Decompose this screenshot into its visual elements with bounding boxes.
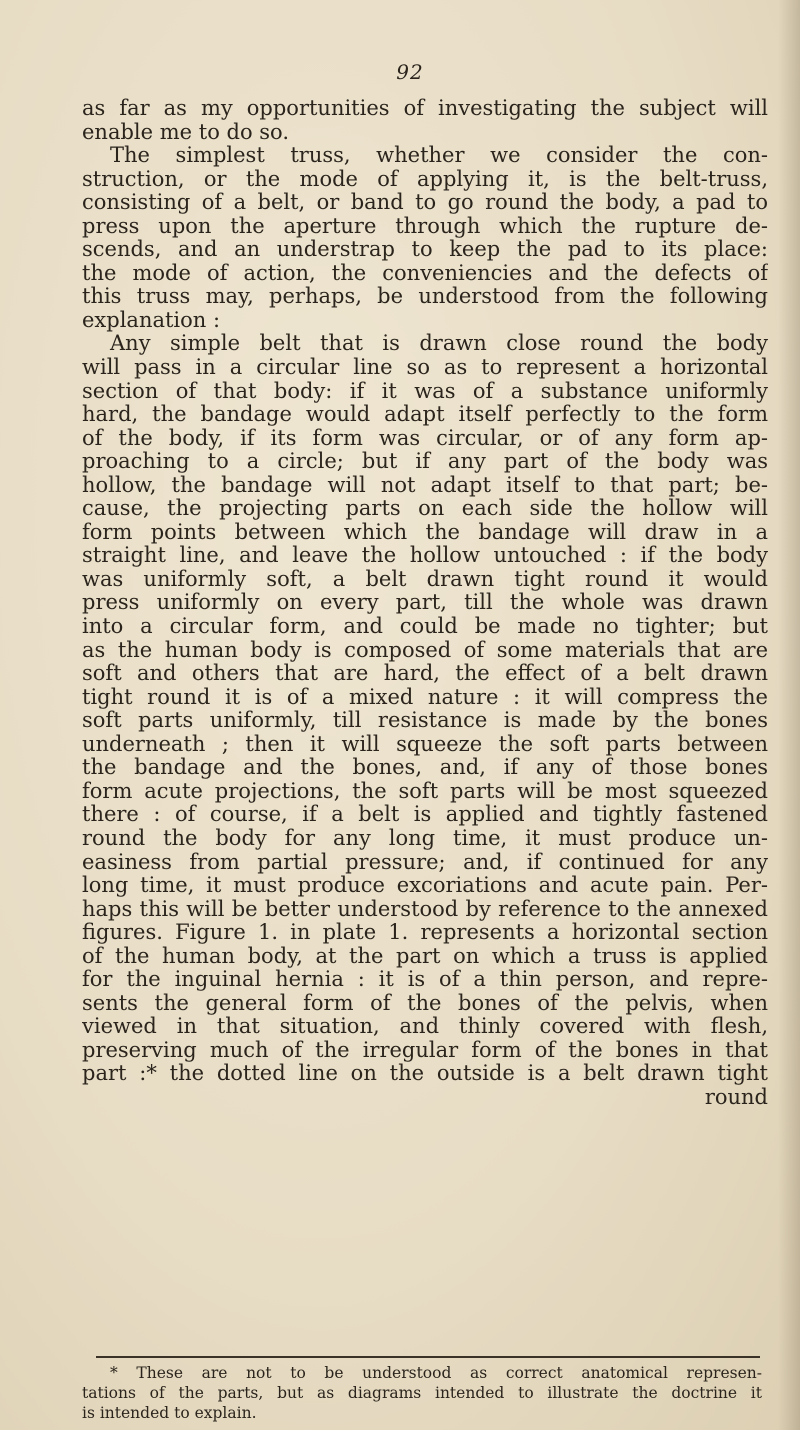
text-line: section of that body: if it was of a substance uniformly — [82, 379, 768, 403]
text-line: The simplest truss, whether we consider the con- — [110, 144, 768, 168]
text-line: was uniformly soft, a belt drawn tight round it would — [82, 567, 768, 591]
footnote-line: is intended to explain. — [82, 1404, 257, 1422]
text-line: soft and others that are hard, the effect of a belt drawn — [82, 662, 768, 686]
page-number: 92 — [396, 60, 424, 84]
text-line: explanation : — [82, 308, 221, 332]
catchword: round — [704, 1085, 768, 1109]
text-line: press uniformly on every part, till the whole was drawn — [82, 591, 768, 615]
text-line: round the body for any long time, it must produce un- — [82, 826, 768, 850]
text-line: hollow, the bandage will not adapt itself to that part; be- — [82, 473, 768, 497]
text-line: the mode of action, the conveniencies and the defects of — [82, 261, 768, 285]
text-line: this truss may, perhaps, be understood from the following — [82, 285, 768, 309]
text-line: preserving much of the irregular form of the bones in that — [82, 1038, 768, 1062]
footnote-line: tations of the parts, but as diagrams intended to illustrate the doctrine it — [82, 1384, 762, 1402]
text-line: form acute projections, the soft parts will be most squeezed — [82, 779, 768, 803]
text-line: form points between which the bandage will draw in a — [82, 520, 768, 544]
text-line: underneath ; then it will squeeze the soft parts between — [82, 732, 768, 756]
text-line: enable me to do so. — [82, 120, 289, 144]
text-line: of the body, if its form was circular, or of any form ap- — [82, 426, 768, 450]
text-line: there : of course, if a belt is applied and tightly fastened — [82, 803, 768, 827]
text-line: will pass in a circular line so as to represent a horizontal — [82, 356, 768, 380]
text-line: hard, the bandage would adapt itself perfectly to the form — [82, 403, 768, 427]
text-line: struction, or the mode of applying it, is the belt-truss, — [82, 167, 768, 191]
text-line: soft parts uniformly, till resistance is made by the bones — [82, 709, 768, 733]
footnote-line: * These are not to be understood as correct anatomical represen- — [110, 1364, 762, 1382]
text-line: of the human body, at the part on which a truss is applied — [82, 944, 768, 968]
body-text — [82, 97, 768, 1110]
text-line: for the inguinal hernia : it is of a thin person, and repre- — [82, 968, 768, 992]
text-line: scends, and an understrap to keep the pad to its place: — [82, 238, 768, 262]
text-line: consisting of a belt, or band to go round the body, a pad to — [82, 191, 768, 215]
text-line: sents the general form of the bones of the pelvis, when — [82, 991, 768, 1015]
footnote — [82, 1363, 762, 1423]
text-line: as far as my opportunities of investigating the subject will — [82, 97, 768, 120]
text-line: viewed in that situation, and thinly covered with flesh, — [82, 1015, 768, 1039]
footnote-rule — [96, 1356, 760, 1358]
text-line: into a circular form, and could be made no tighter; but — [82, 615, 768, 639]
text-line: part :* the dotted line on the outside is a belt drawn tight — [82, 1062, 768, 1086]
text-line: press upon the aperture through which the rupture de- — [82, 214, 768, 238]
text-line: proaching to a circle; but if any part of the body was — [82, 450, 768, 474]
text-line: straight line, and leave the hollow untouched : if the body — [82, 544, 768, 568]
text-line: the bandage and the bones, and, if any of those bones — [82, 756, 768, 780]
text-line: haps this will be better understood by reference to the annexed — [82, 897, 768, 921]
text-line: as the human body is composed of some materials that are — [82, 638, 768, 662]
page-edge-shadow — [778, 0, 800, 1430]
text-line: Any simple belt that is drawn close round the body — [110, 332, 768, 356]
text-line: cause, the projecting parts on each side the hollow will — [82, 497, 768, 521]
text-line: long time, it must produce excoriations and acute pain. Per- — [82, 874, 768, 898]
text-line: tight round it is of a mixed nature : it will compress the — [82, 685, 768, 709]
text-line: figures. Figure 1. in plate 1. represents a horizontal section — [82, 921, 768, 945]
text-line: easiness from partial pressure; and, if continued for any — [82, 850, 768, 874]
